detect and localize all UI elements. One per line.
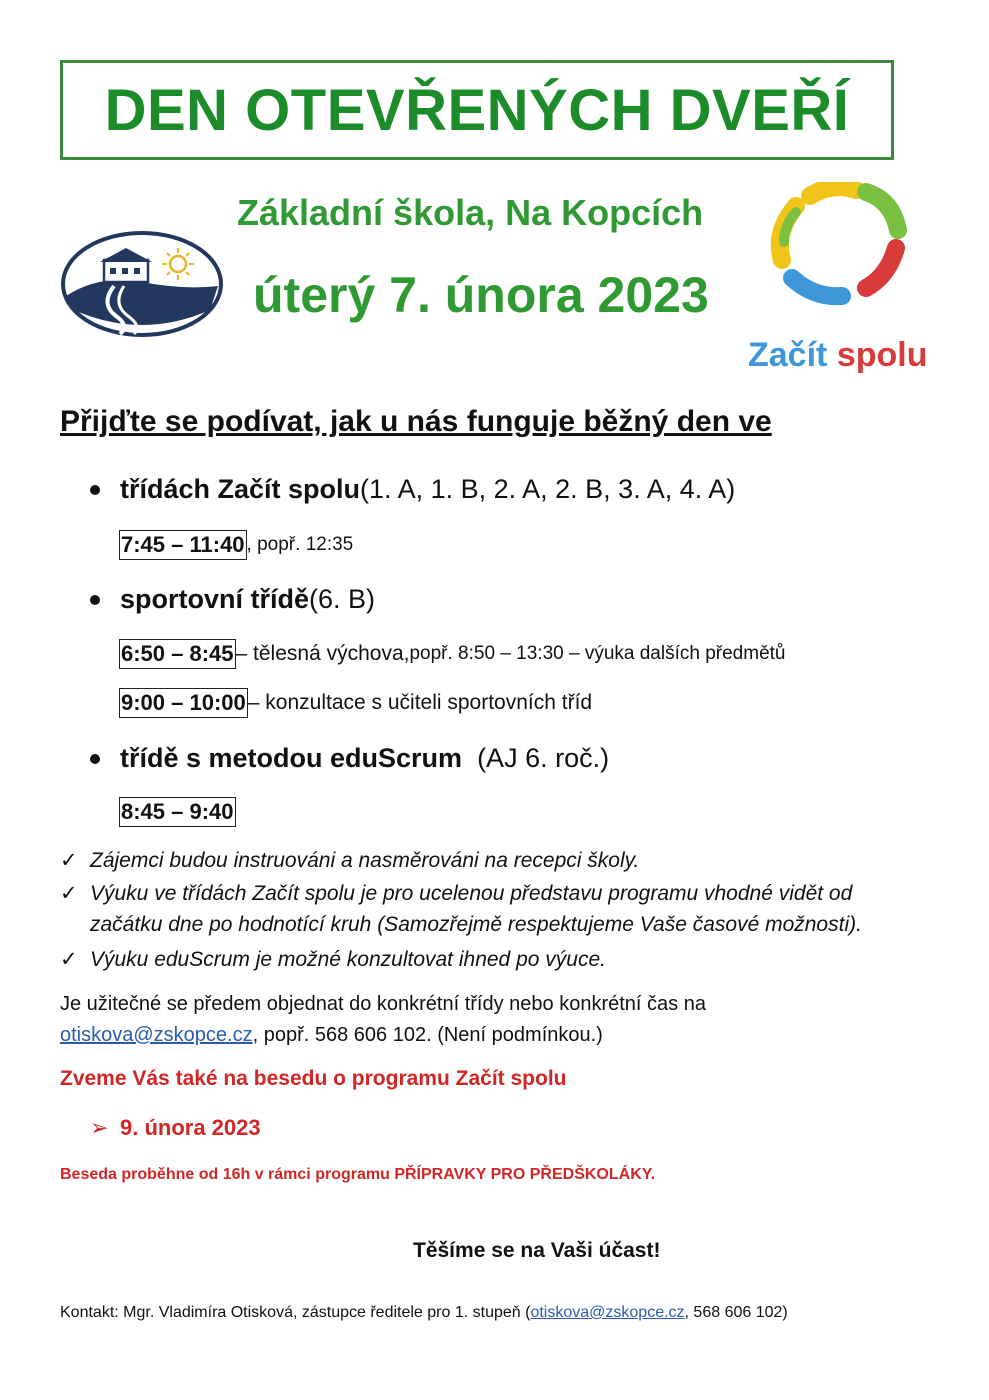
time-extra: – konzultace s učiteli sportovních tříd — [247, 691, 593, 714]
school-name: Základní škola, Na Kopcích — [237, 192, 704, 233]
invite-text: Zveme Vás také na besedu o programu Začít spolu — [60, 1067, 567, 1090]
email-link[interactable]: otiskova@zskopce.cz — [60, 1024, 253, 1046]
school-hill-logo — [60, 230, 224, 338]
colorful-circle-hands-logo — [770, 182, 910, 308]
bullet-icon — [90, 595, 100, 605]
title-box — [60, 60, 894, 160]
time-note: , popř. 12:35 — [246, 534, 354, 555]
section-bold: třídách Začít spolu — [120, 474, 361, 504]
brand-wordmark — [748, 336, 927, 375]
check-icon: ✓ — [60, 849, 78, 872]
check-item: ✓ Zájemci budou instruováni a nasměrováni na recepci školy. — [60, 849, 640, 872]
brand-part-1: Začít — [748, 336, 828, 374]
order-paragraph-line2: otiskova@zskopce.cz, popř. 568 606 102. (Není podmínkou.) — [60, 1024, 603, 1046]
list-item-sportovni — [90, 584, 375, 615]
section-rest: (AJ 6. roč.) — [462, 743, 610, 773]
check-item: ✓ Výuku ve třídách Začít spolu je pro ucelenou představu programu vhodné vidět od — [60, 882, 853, 905]
check-icon: ✓ — [60, 948, 78, 971]
arrow-right-icon: ➢ — [90, 1115, 109, 1140]
bullet-icon — [90, 485, 100, 495]
order-paragraph-line1: Je užitečné se předem objednat do konkrétní třídy nebo konkrétní čas na — [60, 993, 706, 1015]
time-box: 9:00 – 10:00 — [119, 688, 248, 718]
section-bold: sportovní třídě — [120, 584, 310, 614]
section-bold: třídě s metodou eduScrum — [120, 743, 463, 773]
list-item-eduscrum — [90, 743, 609, 774]
contact-email-link[interactable]: otiskova@zskopce.cz — [530, 1304, 685, 1321]
event-date: úterý 7. února 2023 — [253, 267, 709, 323]
time-box: 7:45 – 11:40 — [119, 530, 247, 560]
bullet-icon — [90, 754, 100, 764]
section-rest: (6. B) — [309, 584, 376, 614]
time-row — [119, 797, 236, 827]
page-title: DEN OTEVŘENÝCH DVEŘÍ — [104, 77, 850, 143]
time-note: popř. 8:50 – 13:30 – výuka dalších předmětů — [409, 643, 786, 664]
time-row — [119, 530, 353, 560]
brand-part-2: spolu — [836, 336, 928, 374]
check-icon: ✓ — [60, 882, 78, 905]
section-heading: Přijďte se podívat, jak u nás funguje běžný den ve — [60, 405, 772, 438]
time-box: 6:50 – 8:45 — [119, 639, 236, 669]
time-row — [119, 688, 592, 718]
check-item-continuation: začátku dne po hodnotící kruh (Samozřejmě respektujeme Vaše časové možnosti). — [90, 913, 862, 936]
contact-line: Kontakt: Mgr. Vladimíra Otisková, zástupce ředitele pro 1. stupeň (otiskova@zskopce.cz, 568 606 102) — [60, 1304, 788, 1321]
thanks-text: Těšíme se na Vaši účast! — [413, 1239, 661, 1262]
section-rest: (1. A, 1. B, 2. A, 2. B, 3. A, 4. A) — [360, 474, 736, 504]
time-extra: – tělesná výchova, — [235, 642, 410, 665]
invite-note: Beseda proběhne od 16h v rámci programu PŘÍPRAVKY PRO PŘEDŠKOLÁKY. — [60, 1166, 656, 1183]
time-row — [119, 639, 786, 669]
list-item-zacit-spolu — [90, 474, 735, 505]
time-box: 8:45 – 9:40 — [119, 797, 236, 827]
check-item: ✓ Výuku eduScrum je možné konzultovat ihned po výuce. — [60, 948, 606, 971]
invite-date-item: ➢ 9. února 2023 — [90, 1115, 261, 1140]
